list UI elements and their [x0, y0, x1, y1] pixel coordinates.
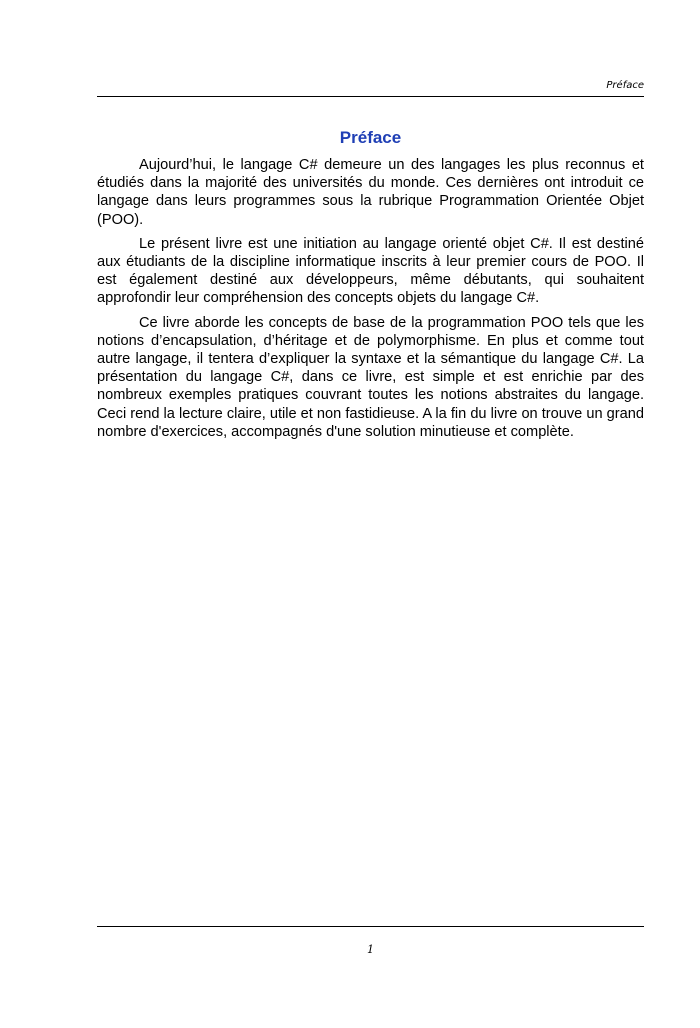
footer-divider: [97, 926, 644, 927]
running-header: Préface: [606, 80, 644, 91]
page-title: Préface: [339, 128, 402, 147]
page-number: 1: [367, 943, 374, 956]
body-text: [97, 156, 644, 447]
paragraph-2: Le présent livre est une initiation au langage orienté objet C#. Il est destiné aux étudiants de la discipline informatique inscrits à leur premier cours de POO. Il est également destiné aux développeurs, même débutants, qui souhaitent approfondir leur compréhension des concepts objets du langage C#.: [97, 235, 644, 307]
paragraph-1: Aujourd’hui, le langage C# demeure un des langages les plus reconnus et étudiés dans la majorité des universités du monde. Ces dernières ont introduit ce langage dans leurs programmes sous la rubrique Programmation Orientée Objet (POO).: [97, 157, 644, 228]
paragraph-3: Ce livre aborde les concepts de base de la programmation POO tels que les notions d’encapsulation, d’héritage et de polymorphisme. En plus et comme tout autre langage, il tentera d’expliquer la syntaxe et la sémantique du langage C#. La présentation du langage C#, dans ce livre, est simple et est enrichie par des nombreux exemples pratiques couvrant toutes les notions abstraites du langage. Ceci rend la lecture claire, utile et non fastidieuse. A la fin du livre on trouve un grand nombre d'exercices, accompagnés d'une solution minutieuse et complète.: [97, 314, 644, 440]
header-divider: [97, 96, 644, 97]
